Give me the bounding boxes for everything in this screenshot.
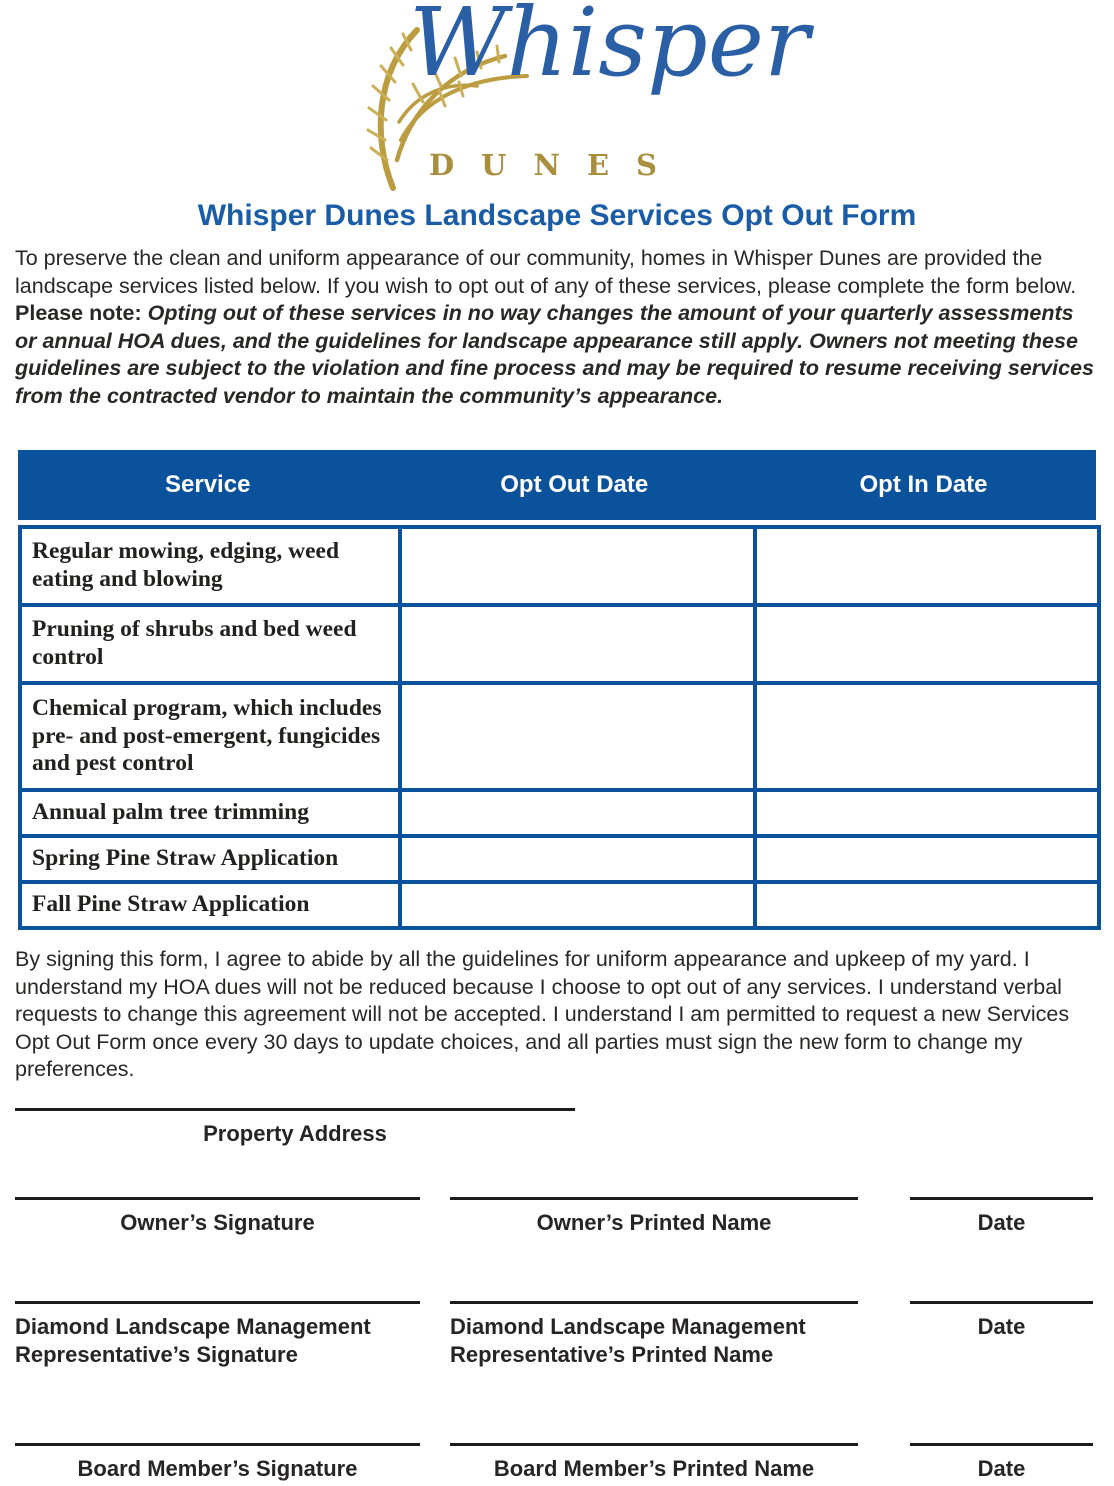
signature-section <box>15 1108 1099 1483</box>
owner-printed-name-line[interactable] <box>450 1197 858 1200</box>
owner-date-line[interactable] <box>910 1197 1093 1200</box>
service-name-cell: Chemical program, which includes pre- and post-emergent, fungicides and pest control <box>20 683 400 790</box>
table-row <box>20 790 1099 836</box>
property-address-label: Property Address <box>203 1120 387 1146</box>
board-signature-label: Board Member’s Signature <box>77 1455 358 1481</box>
service-name-cell: Annual palm tree trimming <box>20 790 400 836</box>
opt-in-date-cell[interactable] <box>755 683 1099 790</box>
representative-signature-row <box>15 1301 1099 1368</box>
column-header-opt-in-date: Opt In Date <box>859 471 988 499</box>
rep-printed-name-label: Diamond Landscape Management Representative’s Printed Name <box>450 1314 806 1367</box>
column-header-service: Service <box>165 471 251 499</box>
form-title: Whisper Dunes Landscape Services Opt Out Form <box>197 199 917 232</box>
opt-in-date-cell[interactable] <box>755 527 1099 605</box>
table-row <box>20 836 1099 882</box>
board-signature-line[interactable] <box>15 1443 420 1446</box>
rep-date-label: Date <box>977 1314 1026 1340</box>
service-name-cell: Spring Pine Straw Application <box>20 836 400 882</box>
board-date-label: Date <box>977 1455 1026 1481</box>
service-name-cell: Regular mowing, edging, weed eating and blowing <box>20 527 400 605</box>
board-printed-name-line[interactable] <box>450 1443 858 1446</box>
opt-out-date-cell[interactable] <box>400 836 755 882</box>
table-row <box>20 882 1099 928</box>
opt-out-date-cell[interactable] <box>400 790 755 836</box>
owner-printed-name-label: Owner’s Printed Name <box>536 1210 772 1236</box>
property-address-line[interactable] <box>15 1108 575 1111</box>
service-name-cell: Pruning of shrubs and bed weed control <box>20 605 400 683</box>
column-header-opt-out-date: Opt Out Date <box>500 471 649 499</box>
intro-paragraph <box>15 245 1099 410</box>
table-row <box>20 605 1099 683</box>
intro-note-label: Please note: <box>15 301 148 326</box>
board-date-field <box>910 1443 1093 1483</box>
table-row <box>20 683 1099 790</box>
service-name-cell: Fall Pine Straw Application <box>20 882 400 928</box>
whisper-dunes-logo <box>357 0 810 191</box>
board-date-line[interactable] <box>910 1443 1093 1446</box>
board-printed-name-field <box>450 1443 858 1483</box>
opt-out-date-cell[interactable] <box>400 605 755 683</box>
rep-date-line[interactable] <box>910 1301 1093 1304</box>
owner-signature-field <box>15 1197 420 1237</box>
opt-out-date-cell[interactable] <box>400 882 755 928</box>
board-signature-field <box>15 1443 420 1483</box>
services-table <box>18 525 1101 930</box>
property-address-field <box>15 1108 575 1148</box>
opt-in-date-cell[interactable] <box>755 790 1099 836</box>
logo-subword: DUNES <box>429 148 684 182</box>
rep-signature-field <box>15 1301 420 1368</box>
owner-signature-row <box>15 1197 1099 1237</box>
opt-in-date-cell[interactable] <box>755 605 1099 683</box>
rep-printed-name-line[interactable] <box>450 1301 858 1304</box>
table-row <box>20 527 1099 605</box>
rep-signature-label: Diamond Landscape Management Representative’s Signature <box>15 1314 371 1367</box>
owner-date-field <box>910 1197 1093 1237</box>
opt-in-date-cell[interactable] <box>755 882 1099 928</box>
opt-out-date-cell[interactable] <box>400 527 755 605</box>
owner-date-label: Date <box>977 1210 1026 1236</box>
services-table-header <box>18 450 1096 520</box>
board-printed-name-label: Board Member’s Printed Name <box>493 1455 815 1481</box>
opt-out-date-cell[interactable] <box>400 683 755 790</box>
intro-note-text: Opting out of these services in no way changes the amount of your quarterly assessments or annual HOA dues, and the guidelines for landscape appearance still apply. Owners not meeting these guidelines are subject to the violation and fine process and may be required to resume receiving services from the contracted vendor to maintain the community’s appearance. <box>15 301 1094 408</box>
owner-signature-label: Owner’s Signature <box>120 1210 315 1236</box>
owner-printed-name-field <box>450 1197 858 1237</box>
logo-wordmark: Whisper <box>409 0 810 98</box>
intro-text: To preserve the clean and uniform appearance of our community, homes in Whisper Dunes are provided the landscape services listed below. If you wish to opt out of any of these services, please complete the form below. <box>15 246 1077 298</box>
board-member-signature-row <box>15 1443 1099 1483</box>
rep-printed-name-field <box>450 1301 858 1368</box>
agreement-paragraph: By signing this form, I agree to abide by all the guidelines for uniform appearance and upkeep of my yard. I understand my HOA dues will not be reduced because I choose to opt out of any services. I understand verbal requests to change this agreement will not be accepted. I understand I am permitted to request a new Services Opt Out Form once every 30 days to update choices, and all parties must sign the new form to change my preferences. <box>15 947 1070 1082</box>
rep-date-field <box>910 1301 1093 1341</box>
owner-signature-line[interactable] <box>15 1197 420 1200</box>
opt-in-date-cell[interactable] <box>755 836 1099 882</box>
rep-signature-line[interactable] <box>15 1301 420 1304</box>
